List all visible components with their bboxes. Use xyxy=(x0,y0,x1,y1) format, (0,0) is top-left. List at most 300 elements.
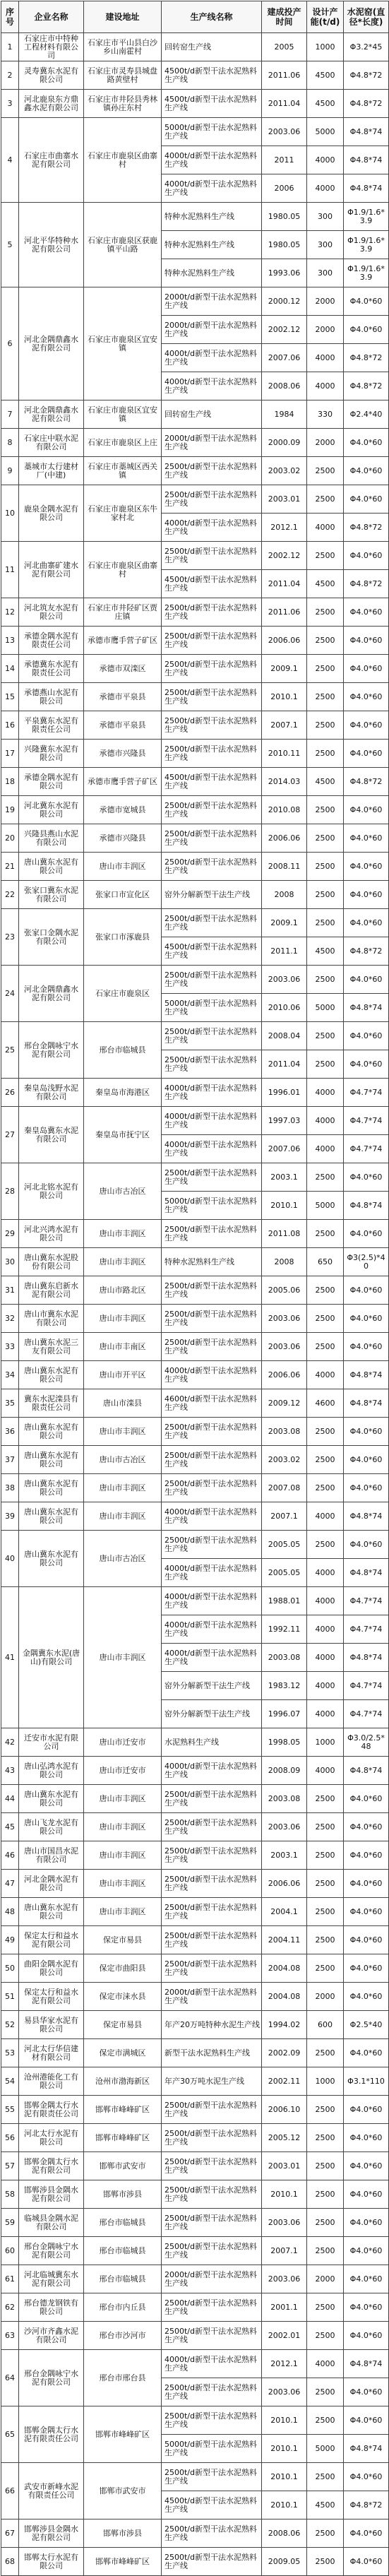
address-cell: 保定市满城区 xyxy=(84,2039,162,2067)
year-cell: 2006.06 xyxy=(262,1361,307,1389)
row-number-cell: 35 xyxy=(1,1389,19,1418)
capacity-cell: 4000 xyxy=(307,146,344,174)
table-row xyxy=(1,2350,389,2378)
capacity-cell: 4000 xyxy=(307,2350,344,2378)
line-name-cell: 回转窑生产线 xyxy=(162,33,262,61)
row-number-cell: 8 xyxy=(1,429,19,457)
kiln-size-cell: Φ4.0*60 xyxy=(344,1841,389,1870)
row-number-cell: 68 xyxy=(1,2548,19,2576)
company-name-cell: 唐山冀东水泥股份有限公司 xyxy=(19,1248,84,1276)
year-cell: 2011.04 xyxy=(262,570,307,598)
capacity-cell: 4500 xyxy=(307,937,344,966)
row-number-cell: 67 xyxy=(1,2519,19,2548)
year-cell: 2010.1 xyxy=(262,2435,307,2463)
table-row xyxy=(1,2463,389,2491)
capacity-cell: 1000 xyxy=(307,1728,344,1757)
company-name-cell: 曲阳金隅水泥有限公司 xyxy=(19,1954,84,1983)
kiln-size-cell: Φ4.7*74 xyxy=(344,1587,389,1615)
table-row xyxy=(1,1954,389,1983)
year-cell: 2004.11 xyxy=(262,1926,307,1954)
kiln-size-cell: Φ4.0*60 xyxy=(344,2096,389,2124)
year-cell: 2006.10 xyxy=(262,2096,307,2124)
kiln-size-cell: Φ4.0*60 xyxy=(344,1870,389,1898)
year-cell: 2005.05 xyxy=(262,1531,307,1559)
row-number-cell: 57 xyxy=(1,2152,19,2180)
table-row xyxy=(1,1587,389,1615)
row-number-cell: 28 xyxy=(1,1163,19,1220)
table-row xyxy=(1,1446,389,1474)
capacity-cell: 4000 xyxy=(307,514,344,542)
capacity-cell: 2500 xyxy=(307,2378,344,2406)
kiln-size-cell: Φ4.0*60 xyxy=(344,683,389,711)
kiln-size-cell: Φ4.0*60 xyxy=(344,457,389,485)
line-name-cell: 4000t/d新型干法水泥熟料生产线 xyxy=(162,1135,262,1163)
year-cell: 2003.06 xyxy=(262,2265,307,2293)
year-cell: 2009.1 xyxy=(262,655,307,683)
header-cell-company: 企业名称 xyxy=(19,1,84,33)
address-cell: 石家庄市鹿泉区宜安镇 xyxy=(84,400,162,429)
line-name-cell: 4000t/d新型干法水泥熟料生产线 xyxy=(162,1107,262,1135)
capacity-cell: 2500 xyxy=(307,796,344,824)
kiln-size-cell: Φ4.0*60 xyxy=(344,711,389,740)
address-cell: 张家口市涿鹿县 xyxy=(84,909,162,966)
row-number-cell: 42 xyxy=(1,1728,19,1757)
address-cell: 唐山市丰润区 xyxy=(84,1587,162,1728)
year-cell: 2010.1 xyxy=(262,1192,307,1220)
company-name-cell: 唐山冀东水泥有限公司 xyxy=(19,1361,84,1389)
company-name-cell: 迁安市水泥有限公司 xyxy=(19,1728,84,1757)
capacity-cell: 2500 xyxy=(307,485,344,514)
year-cell: 2004.1 xyxy=(262,1898,307,1926)
kiln-size-cell: Φ4.0*60 xyxy=(344,1531,389,1559)
year-cell: 2007.1 xyxy=(262,2237,307,2265)
year-cell: 2008.09 xyxy=(262,1757,307,1785)
address-cell: 邢台市临城县 xyxy=(84,2237,162,2265)
company-name-cell: 河北兴鸿水泥有限公司 xyxy=(19,1220,84,1248)
line-name-cell: 窑外分解新型干法生产线 xyxy=(162,1672,262,1700)
address-cell: 邢台市邢台县 xyxy=(84,2350,162,2406)
company-name-cell: 河北金隅鼎鑫水泥有限公司 xyxy=(19,400,84,429)
company-name-cell: 邢台金隅咏宁水泥有限公司 xyxy=(19,1022,84,1079)
capacity-cell: 4000 xyxy=(307,1615,344,1644)
company-name-cell: 张家口冀东水泥有限公司 xyxy=(19,881,84,909)
capacity-cell: 4000 xyxy=(307,1107,344,1135)
table-row xyxy=(1,2124,389,2152)
year-cell: 1997.03 xyxy=(262,1107,307,1135)
company-name-cell: 唐山冀东水泥有限公司 xyxy=(19,853,84,881)
table-row xyxy=(1,1248,389,1276)
address-cell: 石家庄市井陉矿区贾庄镇 xyxy=(84,598,162,627)
address-cell: 邯郸市峰峰矿区 xyxy=(84,2548,162,2576)
kiln-size-cell: Φ4.0*60 xyxy=(344,1418,389,1446)
line-name-cell: 2500t/d新型干法水泥熟料生产线 xyxy=(162,1276,262,1305)
kiln-size-cell: Φ4.0*60 xyxy=(344,2265,389,2293)
year-cell: 2005.05 xyxy=(262,1559,307,1587)
year-cell: 2011.04 xyxy=(262,1050,307,1079)
address-cell: 邯郸市峰峰矿区 xyxy=(84,2406,162,2463)
kiln-size-cell: Φ4.8*74 xyxy=(344,2435,389,2463)
row-number-cell: 9 xyxy=(1,457,19,485)
table-row xyxy=(1,2237,389,2265)
row-number-cell: 38 xyxy=(1,1474,19,1502)
line-name-cell: 4000t/d新型干法水泥熟料生产线 xyxy=(162,146,262,174)
capacity-cell: 4000 xyxy=(307,1135,344,1163)
year-cell: 1988.01 xyxy=(262,1587,307,1615)
kiln-size-cell: Φ4.8*74 xyxy=(344,118,389,146)
company-name-cell: 河北太行华信建材有限公司 xyxy=(19,2039,84,2067)
company-name-cell: 唐山市国昌水泥有限公司 xyxy=(19,1841,84,1870)
table-row xyxy=(1,1107,389,1135)
company-name-cell: 邯郸太行水泥有限公司 xyxy=(19,2548,84,2576)
line-name-cell: 2500t/d新型干法水泥熟料生产线 xyxy=(162,1050,262,1079)
line-name-cell: 2500t/d新型干法水泥熟料生产线 xyxy=(162,457,262,485)
year-cell: 2010.08 xyxy=(262,796,307,824)
capacity-cell: 5000 xyxy=(307,2435,344,2463)
company-name-cell: 承德燕山水泥有限公司 xyxy=(19,683,84,711)
year-cell: 2010.1 xyxy=(262,2180,307,2209)
address-cell: 张家口市宣化区 xyxy=(84,881,162,909)
address-cell: 承德市兴隆县 xyxy=(84,740,162,768)
kiln-size-cell: Φ4.0*60 xyxy=(344,1813,389,1841)
address-cell: 石家庄市井陉县秀林镇孙庄东村 xyxy=(84,90,162,118)
address-cell: 石家庄市鹿泉区曲寨村 xyxy=(84,542,162,598)
year-cell: 2003.08 xyxy=(262,1785,307,1813)
capacity-cell: 2500 xyxy=(307,881,344,909)
company-name-cell: 冀东水泥滦县有限责任公司 xyxy=(19,1389,84,1418)
row-number-cell: 46 xyxy=(1,1841,19,1870)
kiln-size-cell: Φ4.8*74 xyxy=(344,1361,389,1389)
address-cell: 唐山市丰润区 xyxy=(84,1898,162,1926)
address-cell: 秦皇岛市抚宁区 xyxy=(84,1107,162,1163)
year-cell: 1984 xyxy=(262,400,307,429)
table-row xyxy=(1,287,389,316)
company-name-cell: 灵寿冀东水泥有限公司 xyxy=(19,61,84,90)
table-row xyxy=(1,1983,389,2011)
company-name-cell: 唐山冀东水泥有限公司 xyxy=(19,1531,84,1587)
address-cell: 承德市平泉县 xyxy=(84,711,162,740)
kiln-size-cell: Φ4.8*72 xyxy=(344,90,389,118)
address-cell: 邯郸市涉县 xyxy=(84,2519,162,2548)
kiln-size-cell: Φ4.0*60 xyxy=(344,1305,389,1333)
capacity-cell: 2500 xyxy=(307,1418,344,1446)
line-name-cell: 2500t/d新型干法水泥熟料生产线 xyxy=(162,2322,262,2350)
address-cell: 石家庄市鹿泉区宜安镇 xyxy=(84,287,162,400)
row-number-cell: 33 xyxy=(1,1333,19,1361)
capacity-cell: 2500 xyxy=(307,1926,344,1954)
capacity-cell: 2500 xyxy=(307,2406,344,2435)
kiln-size-cell: Φ4.7*74 xyxy=(344,1107,389,1135)
line-name-cell: 5000t/d新型干法水泥熟料生产线 xyxy=(162,994,262,1022)
row-number-cell: 60 xyxy=(1,2237,19,2265)
kiln-size-cell: Φ4.8*74 xyxy=(344,1757,389,1785)
kiln-size-cell: Φ4.0*60 xyxy=(344,1050,389,1079)
kiln-size-cell: Φ4.0*60 xyxy=(344,1983,389,2011)
table-row xyxy=(1,627,389,655)
line-name-cell: 4000t/d新型干法水泥熟料生产线 xyxy=(162,1757,262,1785)
kiln-size-cell: Φ4.8*74 xyxy=(344,146,389,174)
row-number-cell: 59 xyxy=(1,2209,19,2237)
capacity-cell: 300 xyxy=(307,231,344,259)
year-cell: 2003.06 xyxy=(262,1813,307,1841)
line-name-cell: 4000t/d新型干法水泥熟料生产线 xyxy=(162,1587,262,1615)
line-name-cell: 特种水泥熟料生产线 xyxy=(162,203,262,231)
company-name-cell: 邯郸涉县金隅水泥有限公司 xyxy=(19,2180,84,2209)
row-number-cell: 3 xyxy=(1,90,19,118)
line-name-cell: 2500t/d新型干法水泥熟料生产线 xyxy=(162,485,262,514)
capacity-cell: 4000 xyxy=(307,1559,344,1587)
year-cell: 2003.02 xyxy=(262,1446,307,1474)
line-name-cell: 5000t/d新型干法水泥熟料生产线 xyxy=(162,118,262,146)
capacity-cell: 4000 xyxy=(307,1757,344,1785)
address-cell: 唐山市丰润区 xyxy=(84,1305,162,1333)
company-name-cell: 藁城市太行建材厂(中建) xyxy=(19,457,84,485)
table-row xyxy=(1,2548,389,2576)
capacity-cell: 4000 xyxy=(307,1644,344,1672)
row-number-cell: 58 xyxy=(1,2180,19,2209)
company-name-cell: 邯郸金隅太行水泥有限责任公司 xyxy=(19,2096,84,2124)
table-row xyxy=(1,429,389,457)
line-name-cell: 2500t/d新型干法水泥熟料生产线 xyxy=(162,2378,262,2406)
address-cell: 沧州市渤海新区 xyxy=(84,2067,162,2096)
line-name-cell: 2500t/d新型干法水泥熟料生产线 xyxy=(162,2463,262,2491)
kiln-size-cell: Φ4.8*72 xyxy=(344,61,389,90)
year-cell: 1992.11 xyxy=(262,1615,307,1644)
year-cell: 2008.04 xyxy=(262,1022,307,1050)
company-name-cell: 沙河市齐鑫水泥有限公司 xyxy=(19,2322,84,2350)
year-cell: 2010.06 xyxy=(262,994,307,1022)
capacity-cell: 4500 xyxy=(307,61,344,90)
line-name-cell: 2000t/d新型干法水泥熟料生产线 xyxy=(162,316,262,344)
address-cell: 邢台市临城县 xyxy=(84,2209,162,2237)
line-name-cell: 2500t/d新型干法水泥熟料生产线 xyxy=(162,824,262,853)
capacity-cell: 2500 xyxy=(307,1276,344,1305)
line-name-cell: 2500t/d新型干法水泥熟料生产线 xyxy=(162,2237,262,2265)
table-row xyxy=(1,1757,389,1785)
company-name-cell: 张家口金隅水泥有限公司 xyxy=(19,909,84,966)
row-number-cell: 30 xyxy=(1,1248,19,1276)
line-name-cell: 2000t/d新型干法水泥熟料生产线 xyxy=(162,429,262,457)
line-name-cell: 4000t/d新型干法水泥熟料生产线 xyxy=(162,1644,262,1672)
capacity-cell: 4000 xyxy=(307,1079,344,1107)
company-name-cell: 唐山冀东启新水泥有限公司 xyxy=(19,1276,84,1305)
company-name-cell: 唐山冀东水泥有限公司 xyxy=(19,1418,84,1446)
table-row xyxy=(1,1841,389,1870)
address-cell: 石家庄市鹿泉区曲寨村 xyxy=(84,118,162,203)
capacity-cell: 2500 xyxy=(307,2463,344,2491)
table-row xyxy=(1,2265,389,2293)
year-cell: 2009.1 xyxy=(262,909,307,937)
kiln-size-cell: Φ4.0*60 xyxy=(344,287,389,316)
row-number-cell: 54 xyxy=(1,2067,19,2096)
capacity-cell: 2500 xyxy=(307,1050,344,1079)
address-cell: 石家庄市灵寿县城盘路黄壁村 xyxy=(84,61,162,90)
capacity-cell: 4000 xyxy=(307,344,344,372)
table-row xyxy=(1,2519,389,2548)
company-name-cell: 沧州港能化工有限公司 xyxy=(19,2067,84,2096)
company-name-cell: 河北金隅水泥有限公司 xyxy=(19,1870,84,1898)
line-name-cell: 2500t/d新型干法水泥熟料生产线 xyxy=(162,1446,262,1474)
row-number-cell: 41 xyxy=(1,1587,19,1728)
line-name-cell: 2500t/d新型干法水泥熟料生产线 xyxy=(162,1813,262,1841)
table-header xyxy=(1,1,389,33)
table-row xyxy=(1,1418,389,1446)
line-name-cell: 特种水泥熟料生产线 xyxy=(162,231,262,259)
header-cell-year: 建成投产时间 xyxy=(262,1,307,33)
table-row xyxy=(1,1333,389,1361)
capacity-cell: 4000 xyxy=(307,372,344,400)
table-row xyxy=(1,1531,389,1559)
address-cell: 唐山市丰润区 xyxy=(84,853,162,881)
year-cell: 2003.06 xyxy=(262,966,307,994)
company-name-cell: 秦皇岛浅野水泥有限公司 xyxy=(19,1079,84,1107)
table-row xyxy=(1,1361,389,1389)
line-name-cell: 特种水泥熟料生产线 xyxy=(162,1248,262,1276)
year-cell: 2001.1 xyxy=(262,2293,307,2322)
table-row xyxy=(1,1813,389,1841)
year-cell: 2006.06 xyxy=(262,1870,307,1898)
year-cell: 2002.12 xyxy=(262,542,307,570)
line-name-cell: 5000t/d新型干法水泥熟料生产线 xyxy=(162,2435,262,2463)
cement-kiln-table xyxy=(1,1,389,2576)
address-cell: 唐山市路北区 xyxy=(84,1276,162,1305)
row-number-cell: 37 xyxy=(1,1446,19,1474)
company-name-cell: 武安市新峰水泥有限责任公司 xyxy=(19,2463,84,2519)
year-cell: 2011.1 xyxy=(262,937,307,966)
capacity-cell: 4000 xyxy=(307,174,344,203)
row-number-cell: 21 xyxy=(1,853,19,881)
table-row xyxy=(1,909,389,937)
address-cell: 邯郸市峰峰矿区 xyxy=(84,2124,162,2152)
line-name-cell: 2500t/d新型干法水泥熟料生产线 xyxy=(162,542,262,570)
year-cell: 2003.08 xyxy=(262,1644,307,1672)
table-row xyxy=(1,2067,389,2096)
address-cell: 唐山市丰润区 xyxy=(84,1502,162,1531)
year-cell: 2010.1 xyxy=(262,2463,307,2491)
kiln-size-cell: Φ4.0*60 xyxy=(344,1785,389,1813)
capacity-cell: 2500 xyxy=(307,1870,344,1898)
table-row xyxy=(1,881,389,909)
header-cell-capacity: 设计产能(t/d) xyxy=(307,1,344,33)
address-cell: 邯郸市峰峰矿区 xyxy=(84,2096,162,2124)
table-row xyxy=(1,2322,389,2350)
line-name-cell: 新型干法水泥熟料生产线 xyxy=(162,2039,262,2067)
line-name-cell: 窑外分解新型干法生产线 xyxy=(162,1700,262,1728)
kiln-size-cell: Φ4.0*60 xyxy=(344,1446,389,1474)
capacity-cell: 4000 xyxy=(307,1361,344,1389)
line-name-cell: 4000t/d新型干法水泥熟料生产线 xyxy=(162,174,262,203)
address-cell: 唐山市古冶区 xyxy=(84,1446,162,1474)
year-cell: 1996.01 xyxy=(262,1079,307,1107)
year-cell: 2011.06 xyxy=(262,598,307,627)
year-cell: 2011.08 xyxy=(262,1220,307,1248)
line-name-cell: 2500t/d新型干法水泥熟料生产线 xyxy=(162,1954,262,1983)
row-number-cell: 44 xyxy=(1,1785,19,1813)
address-cell: 唐山市丰润区 xyxy=(84,1248,162,1276)
kiln-size-cell: Φ4.0*60 xyxy=(344,1220,389,1248)
address-cell: 唐山市丰润区 xyxy=(84,1813,162,1841)
capacity-cell: 600 xyxy=(307,2011,344,2039)
capacity-cell: 650 xyxy=(307,1248,344,1276)
line-name-cell: 4000t/d新型干法水泥熟料生产线 xyxy=(162,1615,262,1644)
capacity-cell: 2500 xyxy=(307,1220,344,1248)
address-cell: 邢台市临城县 xyxy=(84,1022,162,1079)
header-cell-line: 生产线名称 xyxy=(162,1,262,33)
company-name-cell: 临城县金隅水泥有限公司 xyxy=(19,2209,84,2237)
kiln-size-cell: Φ4.0*60 xyxy=(344,542,389,570)
address-cell: 邢台市临城县 xyxy=(84,2265,162,2293)
company-name-cell: 唐山冀东水泥有限公司 xyxy=(19,1446,84,1474)
capacity-cell: 2500 xyxy=(307,1898,344,1926)
capacity-cell: 1000 xyxy=(307,2067,344,2096)
table-row xyxy=(1,118,389,146)
capacity-cell: 1000 xyxy=(307,33,344,61)
address-cell: 邯郸市武安市 xyxy=(84,2463,162,2519)
company-name-cell: 河北曲寨矿建水泥有限公司 xyxy=(19,542,84,598)
capacity-cell: 2500 xyxy=(307,1474,344,1502)
row-number-cell: 43 xyxy=(1,1757,19,1785)
kiln-size-cell: Φ4.0*60 xyxy=(344,796,389,824)
company-name-cell: 邯郸金隅太行水泥有限公司 xyxy=(19,2152,84,2180)
kiln-size-cell: Φ4.0*60 xyxy=(344,740,389,768)
year-cell: 2004.08 xyxy=(262,1954,307,1983)
year-cell: 2006 xyxy=(262,174,307,203)
capacity-cell: 2500 xyxy=(307,711,344,740)
capacity-cell: 2500 xyxy=(307,909,344,937)
line-name-cell: 4500t/d新型干法水泥熟料生产线 xyxy=(162,90,262,118)
kiln-size-cell: Φ4.0*60 xyxy=(344,1954,389,1983)
kiln-size-cell: Φ1.9/1.6*3.9 xyxy=(344,231,389,259)
year-cell: 2003.1 xyxy=(262,1841,307,1870)
line-name-cell: 4000t/d新型干法水泥熟料生产线 xyxy=(162,514,262,542)
table-row xyxy=(1,768,389,796)
capacity-cell: 2000 xyxy=(307,2265,344,2293)
line-name-cell: 2500t/d新型干法水泥熟料生产线 xyxy=(162,598,262,627)
capacity-cell: 2500 xyxy=(307,542,344,570)
kiln-size-cell: Φ4.8*72 xyxy=(344,937,389,966)
table-row xyxy=(1,61,389,90)
address-cell: 唐山市丰润区 xyxy=(84,1785,162,1813)
year-cell: 2003.06 xyxy=(262,2209,307,2237)
table-row xyxy=(1,1474,389,1502)
company-name-cell: 唐山弘鸿水泥有限公司 xyxy=(19,1757,84,1785)
line-name-cell: 2500t/d新型干法水泥熟料生产线 xyxy=(162,1022,262,1050)
kiln-size-cell: Φ4.0*60 xyxy=(344,2548,389,2576)
company-name-cell: 鹿泉金隅水泥有限公司 xyxy=(19,485,84,542)
kiln-size-cell: Φ4.0*60 xyxy=(344,2039,389,2067)
kiln-size-cell: Φ4.8*72 xyxy=(344,768,389,796)
line-name-cell: 2500t/d新型干法水泥熟料生产线 xyxy=(162,2096,262,2124)
row-number-cell: 36 xyxy=(1,1418,19,1446)
capacity-cell: 2500 xyxy=(307,2519,344,2548)
kiln-size-cell: Φ4.0*60 xyxy=(344,1276,389,1305)
row-number-cell: 62 xyxy=(1,2293,19,2322)
company-name-cell: 河北平华特种水泥有限公司 xyxy=(19,203,84,287)
company-name-cell: 兴隆冀东水泥有限公司 xyxy=(19,740,84,768)
kiln-size-cell: Φ2.5*40 xyxy=(344,2011,389,2039)
line-name-cell: 5000t/d新型干法水泥熟料生产线 xyxy=(162,1192,262,1220)
row-number-cell: 15 xyxy=(1,683,19,711)
capacity-cell: 2500 xyxy=(307,598,344,627)
row-number-cell: 52 xyxy=(1,2011,19,2039)
table-row xyxy=(1,33,389,61)
row-number-cell: 47 xyxy=(1,1870,19,1898)
line-name-cell: 2500t/d新型干法水泥熟料生产线 xyxy=(162,1531,262,1559)
year-cell: 2010.1 xyxy=(262,2406,307,2435)
year-cell: 2003.01 xyxy=(262,2152,307,2180)
row-number-cell: 29 xyxy=(1,1220,19,1248)
capacity-cell: 5000 xyxy=(307,994,344,1022)
company-name-cell: 邯郸涉县金隅水泥有限公司 xyxy=(19,2519,84,2548)
